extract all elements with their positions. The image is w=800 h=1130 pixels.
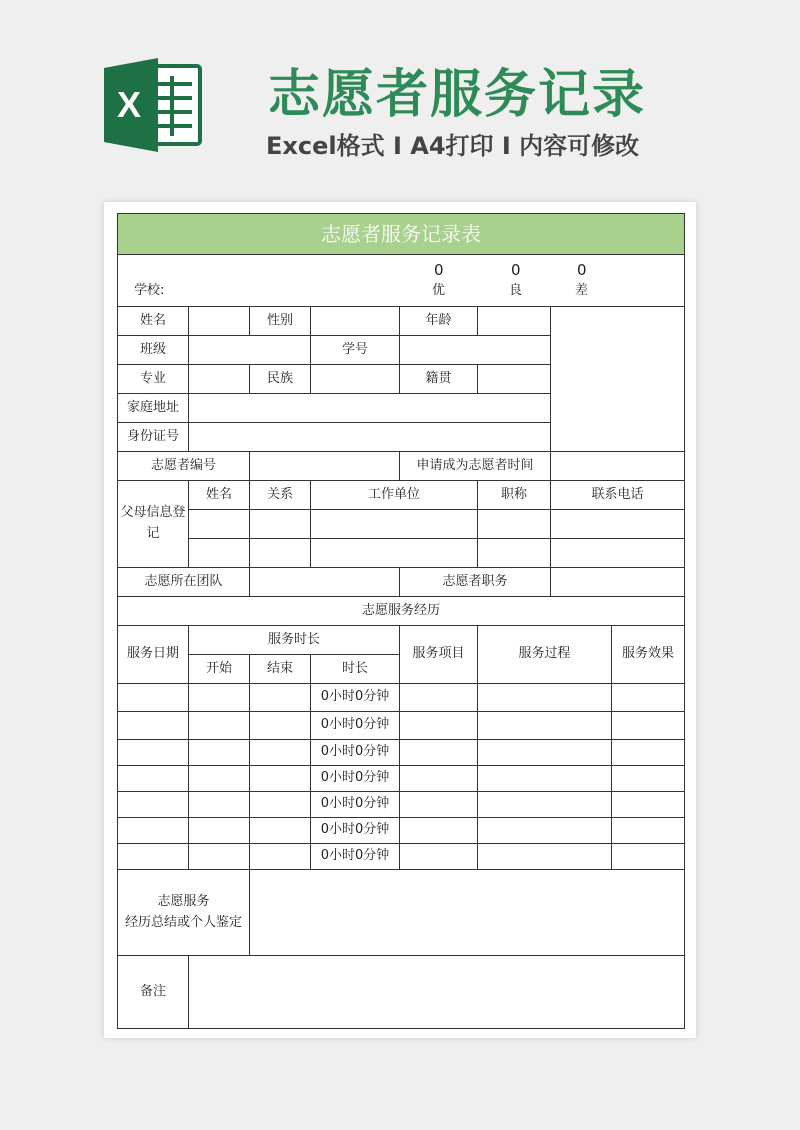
project-cell[interactable]: [400, 684, 478, 712]
native-place-label: 籍贯: [400, 365, 478, 394]
summary-field[interactable]: [250, 870, 685, 956]
end-cell[interactable]: [250, 684, 311, 712]
summary-label-line-2: 经历总结或个人鉴定: [124, 914, 242, 930]
service-row: [118, 712, 685, 740]
start-label: 开始: [189, 655, 250, 684]
school-score-row: [118, 255, 685, 307]
service-row: [118, 818, 685, 844]
start-cell[interactable]: [189, 844, 250, 870]
parent-2-workplace[interactable]: [311, 539, 478, 568]
hours-cell: 0小时0分钟: [311, 844, 400, 870]
name-field[interactable]: [189, 307, 250, 336]
parent-1-phone[interactable]: [551, 510, 685, 539]
excel-icon: [104, 58, 202, 152]
process-label: 服务过程: [478, 626, 612, 684]
score-good-label: 良: [509, 283, 523, 299]
project-cell[interactable]: [400, 844, 478, 870]
end-cell[interactable]: [250, 740, 311, 766]
remark-field[interactable]: [189, 956, 685, 1029]
page-subtitle: Excel格式 I A4打印 I 内容可修改: [266, 132, 640, 160]
effect-cell[interactable]: [612, 766, 685, 792]
parents-header-relation: 关系: [250, 481, 311, 510]
effect-cell[interactable]: [612, 684, 685, 712]
project-cell[interactable]: [400, 740, 478, 766]
hours-cell: 0小时0分钟: [311, 684, 400, 712]
hours-cell: 0小时0分钟: [311, 818, 400, 844]
gender-label: 性别: [250, 307, 311, 336]
native-place-field[interactable]: [478, 365, 551, 394]
end-cell[interactable]: [250, 844, 311, 870]
service-date-cell[interactable]: [118, 844, 189, 870]
ethnicity-label: 民族: [250, 365, 311, 394]
start-cell[interactable]: [189, 740, 250, 766]
service-date-cell[interactable]: [118, 740, 189, 766]
team-label: 志愿所在团队: [118, 568, 250, 597]
name-label: 姓名: [118, 307, 189, 336]
hours-cell: 0小时0分钟: [311, 712, 400, 740]
apply-time-field[interactable]: [551, 452, 685, 481]
student-id-field[interactable]: [400, 336, 551, 365]
service-row: [118, 792, 685, 818]
project-cell[interactable]: [400, 766, 478, 792]
class-field[interactable]: [189, 336, 311, 365]
service-date-cell[interactable]: [118, 766, 189, 792]
major-label: 专业: [118, 365, 189, 394]
parents-header-name: 姓名: [189, 481, 250, 510]
service-date-cell[interactable]: [118, 684, 189, 712]
service-date-label: 服务日期: [118, 626, 189, 684]
process-cell[interactable]: [478, 792, 612, 818]
apply-time-label: 申请成为志愿者时间: [400, 452, 551, 481]
address-label: 家庭地址: [118, 394, 189, 423]
school-label: 学校:: [134, 283, 165, 299]
score-good-value: 0: [511, 261, 521, 279]
id-card-label: 身份证号: [118, 423, 189, 452]
project-cell[interactable]: [400, 712, 478, 740]
service-row: [118, 684, 685, 712]
remark-label: 备注: [118, 956, 189, 1029]
age-label: 年龄: [400, 307, 478, 336]
process-cell[interactable]: [478, 712, 612, 740]
process-cell[interactable]: [478, 844, 612, 870]
start-cell[interactable]: [189, 684, 250, 712]
end-label: 结束: [250, 655, 311, 684]
hours-cell: 0小时0分钟: [311, 740, 400, 766]
parents-label: 父母信息登记: [118, 481, 189, 568]
parents-header-title: 职称: [478, 481, 551, 510]
effect-cell[interactable]: [612, 740, 685, 766]
start-cell[interactable]: [189, 792, 250, 818]
effect-label: 服务效果: [612, 626, 685, 684]
service-row: [118, 766, 685, 792]
hours-label: 时长: [311, 655, 400, 684]
form-title: 志愿者服务记录表: [118, 214, 685, 255]
parent-1-relation[interactable]: [250, 510, 311, 539]
parent-1-workplace[interactable]: [311, 510, 478, 539]
project-cell[interactable]: [400, 792, 478, 818]
student-id-label: 学号: [311, 336, 400, 365]
project-label: 服务项目: [400, 626, 478, 684]
major-field[interactable]: [189, 365, 250, 394]
score-excellent-label: 优: [432, 283, 446, 299]
effect-cell[interactable]: [612, 818, 685, 844]
parent-2-title[interactable]: [478, 539, 551, 568]
start-cell[interactable]: [189, 818, 250, 844]
summary-label-line-1: 志愿服务: [157, 893, 210, 909]
page-title: 志愿者服务记录: [268, 65, 647, 125]
header: [0, 0, 800, 200]
process-cell[interactable]: [478, 818, 612, 844]
service-date-cell[interactable]: [118, 818, 189, 844]
age-field[interactable]: [478, 307, 551, 336]
experience-section-label: 志愿服务经历: [118, 597, 685, 626]
parent-2-phone[interactable]: [551, 539, 685, 568]
end-cell[interactable]: [250, 818, 311, 844]
excel-logo-letter: X: [116, 84, 142, 125]
effect-cell[interactable]: [612, 844, 685, 870]
parent-2-relation[interactable]: [250, 539, 311, 568]
parent-2-name[interactable]: [189, 539, 250, 568]
effect-cell[interactable]: [612, 712, 685, 740]
project-cell[interactable]: [400, 818, 478, 844]
service-date-cell[interactable]: [118, 792, 189, 818]
process-cell[interactable]: [478, 684, 612, 712]
service-date-cell[interactable]: [118, 712, 189, 740]
photo-field[interactable]: [551, 307, 685, 452]
parent-1-title[interactable]: [478, 510, 551, 539]
class-label: 班级: [118, 336, 189, 365]
team-field[interactable]: [250, 568, 400, 597]
process-cell[interactable]: [478, 766, 612, 792]
gender-field[interactable]: [311, 307, 400, 336]
position-label: 志愿者职务: [400, 568, 551, 597]
parents-header-phone: 联系电话: [551, 481, 685, 510]
end-cell[interactable]: [250, 766, 311, 792]
start-cell[interactable]: [189, 766, 250, 792]
volunteer-form: [117, 213, 684, 1029]
score-poor-value: 0: [577, 261, 587, 279]
hours-cell: 0小时0分钟: [311, 792, 400, 818]
parent-1-name[interactable]: [189, 510, 250, 539]
service-row: [118, 740, 685, 766]
ethnicity-field[interactable]: [311, 365, 400, 394]
start-cell[interactable]: [189, 712, 250, 740]
score-poor-label: 差: [575, 283, 589, 299]
volunteer-no-field[interactable]: [250, 452, 400, 481]
hours-cell: 0小时0分钟: [311, 766, 400, 792]
address-field[interactable]: [189, 394, 551, 423]
volunteer-no-label: 志愿者编号: [118, 452, 250, 481]
end-cell[interactable]: [250, 712, 311, 740]
parents-header-workplace: 工作单位: [311, 481, 478, 510]
process-cell[interactable]: [478, 740, 612, 766]
service-row: [118, 844, 685, 870]
score-excellent-value: 0: [434, 261, 444, 279]
end-cell[interactable]: [250, 792, 311, 818]
summary-label: [118, 870, 250, 956]
effect-cell[interactable]: [612, 792, 685, 818]
duration-label: 服务时长: [189, 626, 400, 655]
id-card-field[interactable]: [189, 423, 551, 452]
form-table: [117, 213, 685, 1029]
position-field[interactable]: [551, 568, 685, 597]
